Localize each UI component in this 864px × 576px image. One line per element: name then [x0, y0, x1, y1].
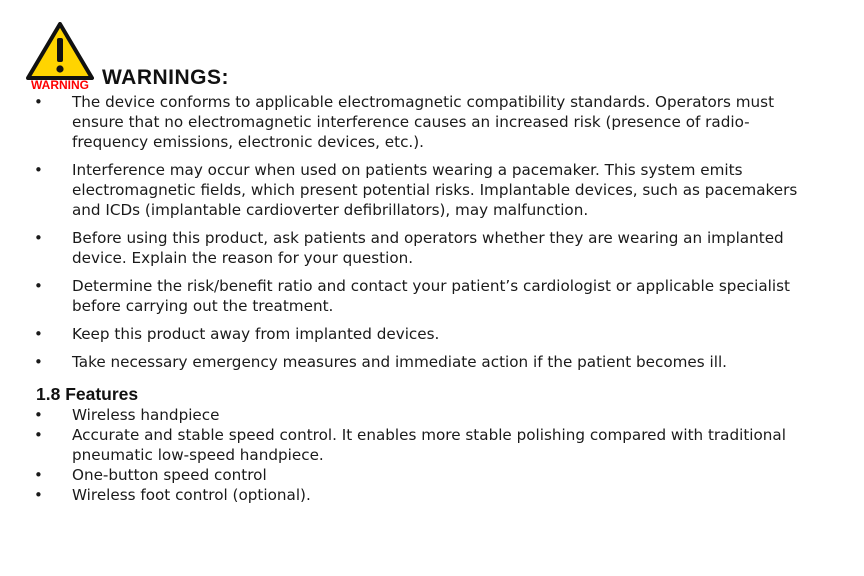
warnings-list [0, 92, 864, 380]
bullet-icon: • [34, 406, 43, 424]
bullet-icon: • [34, 277, 43, 295]
warning-item [0, 228, 864, 268]
feature-item [0, 425, 864, 465]
feature-text: Wireless handpiece [72, 406, 220, 424]
warning-item [0, 324, 864, 344]
feature-text: Accurate and stable speed control. It enables more stable polishing compared with traditional pneumatic low-speed handpiece. [72, 426, 786, 464]
warning-item [0, 352, 864, 372]
warning-text: The device conforms to applicable electromagnetic compatibility standards. Operators must ensure that no electromagnetic interference causes an increased risk (presence of radio-frequency emissions, electronic devices, etc.). [72, 93, 775, 151]
bullet-icon: • [34, 353, 43, 371]
warning-text: Before using this product, ask patients and operators whether they are wearing an implanted device. Explain the reason for your question. [72, 229, 784, 267]
warning-text: Interference may occur when used on patients wearing a pacemaker. This system emits electromagnetic fields, which present potential risks. Implantable devices, such as pacemakers and ICDs (implantable cardioverter defibrillators), may malfunction. [72, 161, 798, 219]
bullet-icon: • [34, 229, 43, 247]
bullet-icon: • [34, 325, 43, 343]
warning-item [0, 276, 864, 316]
warning-item [0, 92, 864, 152]
features-title: 1.8 Features [36, 384, 139, 404]
warning-item [0, 160, 864, 220]
warning-text: Determine the risk/benefit ratio and contact your patient’s cardiologist or applicable specialist before carrying out the treatment. [72, 277, 790, 315]
feature-item [0, 485, 864, 505]
warnings-header [26, 22, 286, 92]
features-list [0, 405, 864, 505]
bullet-icon: • [34, 426, 43, 444]
bullet-icon: • [34, 93, 43, 111]
bullet-icon: • [34, 466, 43, 484]
bullet-icon: • [34, 486, 43, 504]
feature-item [0, 405, 864, 425]
warning-text: Take necessary emergency measures and immediate action if the patient becomes ill. [72, 353, 727, 371]
warnings-title: WARNINGS: [102, 66, 229, 89]
feature-item [0, 465, 864, 485]
warning-badge-label: WARNING [31, 78, 89, 92]
warning-triangle-icon [26, 22, 94, 92]
feature-text: One-button speed control [72, 466, 267, 484]
warning-text: Keep this product away from implanted devices. [72, 325, 440, 343]
bullet-icon: • [34, 161, 43, 179]
feature-text: Wireless foot control (optional). [72, 486, 311, 504]
